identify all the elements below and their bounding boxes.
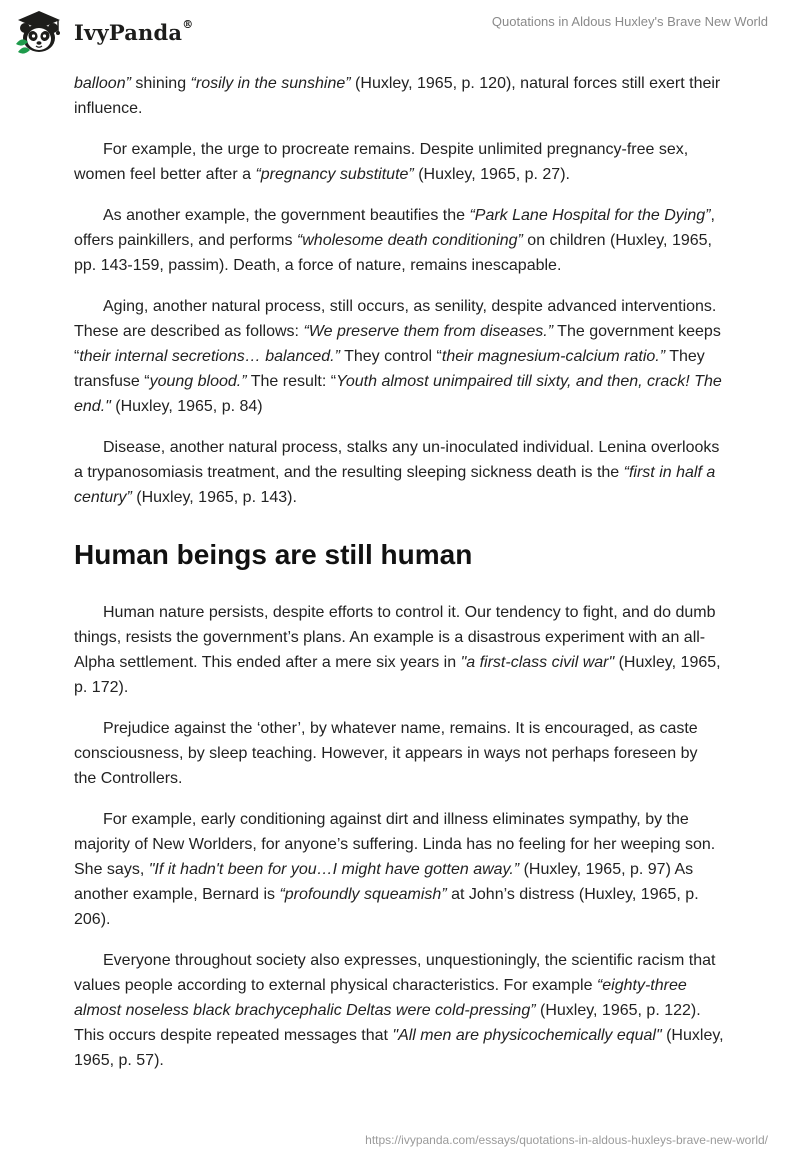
paragraph: For example, the urge to procreate remains. Despite unlimited pregnancy-free sex, women feel better after a “pregnancy substitute” (Huxley, 1965, p. 27). (74, 141, 689, 183)
paragraph: For example, early conditioning against dirt and illness eliminates sympathy, by the majority of New Worlders, for anyone’s suffering. Linda has no feeling for her weeping son. She says, "If it hadn't been for you…I might have gotten away.” (Huxley, 1965, p. 97) As another example, Bernard is “profoundly squeamish” at John’s distress (Huxley, 1965, p. 206). (74, 811, 716, 928)
essay-body (74, 71, 724, 1089)
paragraph: Human nature persists, despite efforts to control it. Our tendency to fight, and do dumb things, resists the government’s plans. An example is a disastrous experiment with an all-Alpha settlement. This ended after a mere six years in "a first-class civil war" (Huxley, 1965, p. 172). (74, 604, 721, 696)
paragraph: Aging, another natural process, still occurs, as senility, despite advanced interventions. These are described as follows: “We preserve them from diseases.” The government keeps “their internal secretions… balanced.” They control “their magnesium-calcium ratio.” They transfuse “young blood.” The result: “Youth almost unimpaired till sixty, and then, crack! The end." (Huxley, 1965, p. 84) (74, 298, 722, 415)
paragraph: balloon” shining “rosily in the sunshine” (Huxley, 1965, p. 120), natural forces still exert their influence. (74, 75, 721, 117)
brand-logo[interactable] (14, 8, 214, 56)
section-heading: Human beings are still human (74, 539, 473, 570)
page-header (0, 0, 800, 62)
paragraph: Disease, another natural process, stalks any un-inoculated individual. Lenina overlooks a trypanosomiasis treatment, and the resulting sleeping sickness death is the “first in half a century” (Huxley, 1965, p. 143). (74, 439, 720, 506)
paragraph: Everyone throughout society also expresses, unquestioningly, the scientific racism that values people according to external physical characteristics. For example “eighty-three almost noseless black brachycephalic Deltas were cold-pressing” (Huxley, 1965, p. 122). This occurs despite repeated messages that "All men are physicochemically equal" (Huxley, 1965, p. 57). (74, 952, 724, 1069)
brand-name: IvyPanda® (74, 17, 194, 45)
paragraph: Prejudice against the ‘other’, by whatever name, remains. It is encouraged, as caste consciousness, by sleep teaching. However, it appears in ways not perhaps foreseen by the Controllers. (74, 720, 698, 787)
paragraph: As another example, the government beautifies the “Park Lane Hospital for the Dying”, offers painkillers, and performs “wholesome death conditioning” on children (Huxley, 1965, pp. 143-159, passim). Death, a force of nature, remains inescapable. (74, 207, 715, 274)
panda-graduate-icon (14, 8, 64, 56)
source-url[interactable]: https://ivypanda.com/essays/quotations-in-aldous-huxleys-brave-new-world/ (365, 1133, 768, 1147)
document-title: Quotations in Aldous Huxley's Brave New World (491, 14, 768, 29)
